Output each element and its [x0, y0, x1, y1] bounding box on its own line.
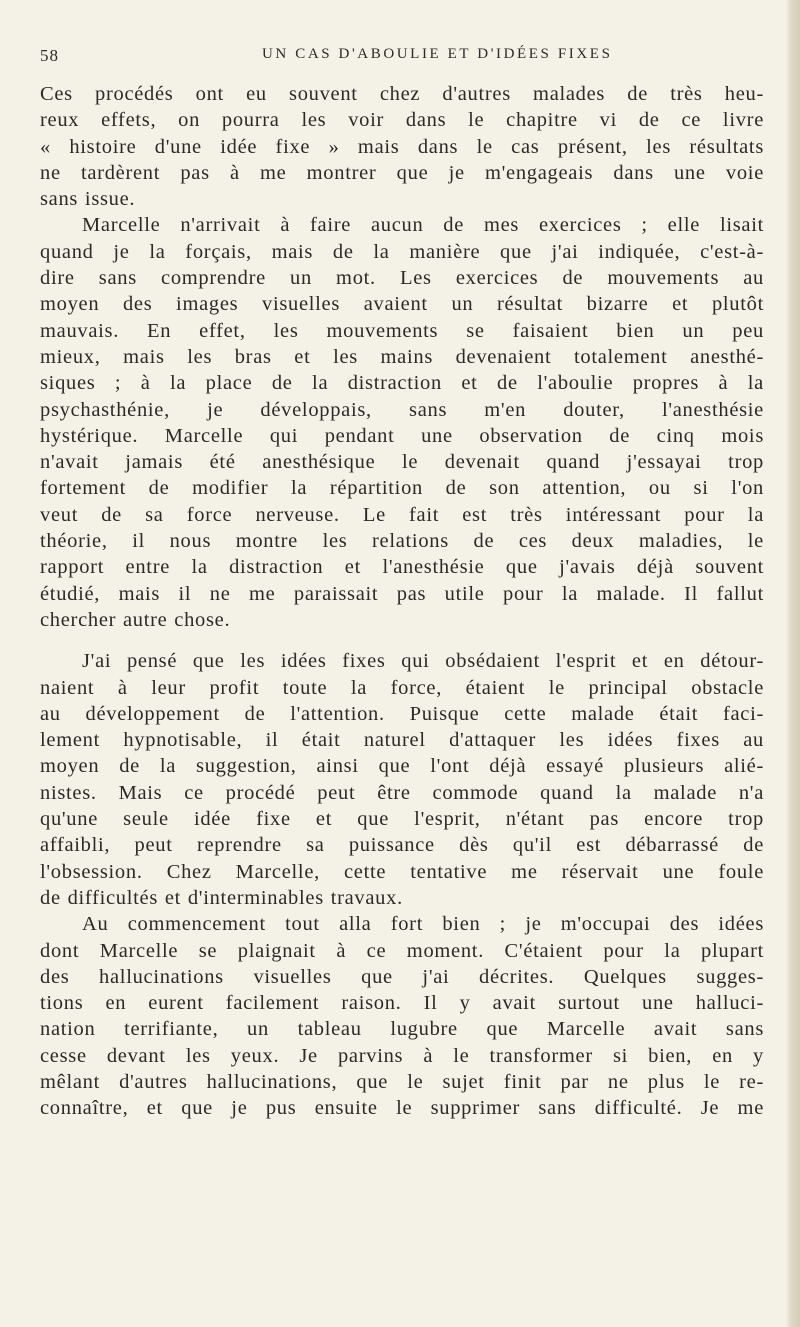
text-line: reux effets, on pourra les voir dans le chapitre vi de ce livre	[40, 109, 764, 132]
text-line: lement hypnotisable, il était naturel d'attaquer les idées fixes au	[40, 729, 764, 752]
text-line: mieux, mais les bras et les mains devenaient totalement anesthé-	[40, 345, 764, 368]
text-line: fortement de modifier la répartition de son attention, ou si l'on	[40, 477, 764, 500]
text-line: nation terrifiante, un tableau lugubre que Marcelle avait sans	[40, 1018, 764, 1041]
text-line: connaître, et que je pus ensuite le supprimer sans difficulté. Je me	[40, 1097, 764, 1120]
text-line: naient à leur profit toute la force, étaient le principal obstacle	[40, 676, 764, 699]
text-line: l'obsession. Chez Marcelle, cette tentative me réservait une foule	[40, 860, 764, 883]
text-line: quand je la forçais, mais de la manière que j'ai indiquée, c'est-à-	[40, 240, 764, 263]
text-line: Marcelle n'arrivait à faire aucun de mes exercices ; elle lisait	[82, 214, 764, 237]
running-title: UN CAS D'ABOULIE ET D'IDÉES FIXES	[262, 46, 613, 62]
text-line: psychasthénie, je développais, sans m'en douter, l'anesthésie	[40, 398, 764, 421]
text-line: qu'une seule idée fixe et que l'esprit, n'étant pas encore trop	[40, 808, 764, 831]
page-edge-shadow	[786, 0, 800, 1327]
text-line: mêlant d'autres hallucinations, que le sujet finit par ne plus le re-	[40, 1070, 764, 1093]
text-line: J'ai pensé que les idées fixes qui obsédaient l'esprit et en détour-	[82, 650, 764, 673]
text-line: moyen des images visuelles avaient un résultat bizarre et plutôt	[40, 293, 764, 316]
text-line: chercher autre chose.	[40, 608, 231, 631]
text-line: siques ; à la place de la distraction et de l'aboulie propres à la	[40, 372, 764, 395]
text-line: cesse devant les yeux. Je parvins à le transformer si bien, en y	[40, 1044, 764, 1067]
text-line: de difficultés et d'interminables travaux.	[40, 886, 403, 909]
text-line: hystérique. Marcelle qui pendant une observation de cinq mois	[40, 424, 764, 447]
text-line: moyen de la suggestion, ainsi que l'ont déjà essayé plusieurs alié-	[40, 755, 764, 778]
text-line: nistes. Mais ce procédé peut être commode quand la malade n'a	[40, 781, 764, 804]
running-header	[40, 46, 764, 70]
paragraph-gap	[40, 633, 764, 648]
text-line: n'avait jamais été anesthésique le devenait quand j'essayai trop	[40, 451, 764, 474]
text-line: théorie, il nous montre les relations de ces deux maladies, le	[40, 530, 764, 553]
text-line: sans issue.	[40, 188, 136, 211]
text-line: « histoire d'une idée fixe » mais dans le cas présent, les résultats	[40, 135, 764, 158]
text-line: dire sans comprendre un mot. Les exercices de mouvements au	[40, 267, 764, 290]
text-line: veut de sa force nerveuse. Le fait est très intéressant pour la	[40, 503, 764, 526]
body-text	[40, 81, 764, 1122]
text-line: mauvais. En effet, les mouvements se faisaient bien un peu	[40, 319, 764, 342]
text-line: des hallucinations visuelles que j'ai décrites. Quelques sugges-	[40, 965, 764, 988]
text-line: dont Marcelle se plaignait à ce moment. C'étaient pour la plupart	[40, 939, 764, 962]
page-number: 58	[40, 46, 59, 65]
text-line: tions en eurent facilement raison. Il y avait surtout une halluci-	[40, 992, 764, 1015]
text-line: Ces procédés ont eu souvent chez d'autres malades de très heu-	[40, 83, 764, 105]
text-line: affaibli, peut reprendre sa puissance dès qu'il est débarrassé de	[40, 834, 764, 857]
text-line: ne tardèrent pas à me montrer que je m'engageais dans une voie	[40, 161, 764, 184]
text-line: rapport entre la distraction et l'anesthésie que j'avais déjà souvent	[40, 556, 764, 579]
text-line: au développement de l'attention. Puisque cette malade était faci-	[40, 702, 764, 725]
text-line: Au commencement tout alla fort bien ; je m'occupai des idées	[82, 913, 764, 936]
text-line: étudié, mais il ne me paraissait pas utile pour la malade. Il fallut	[40, 582, 764, 605]
